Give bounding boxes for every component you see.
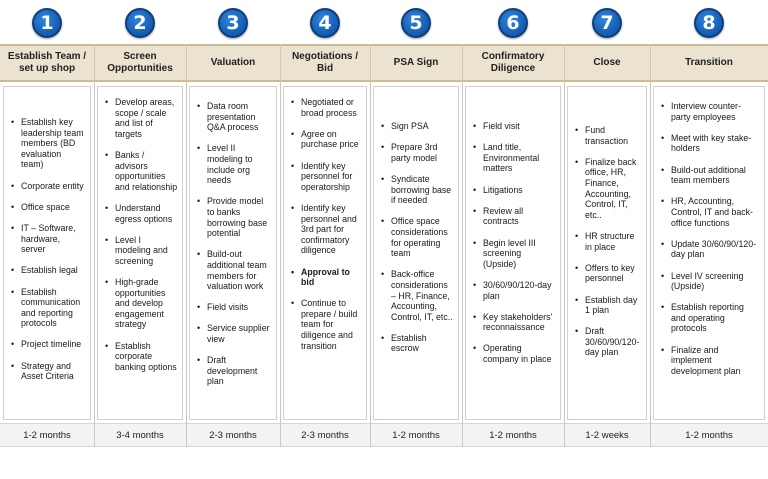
- phase-tasks-box: [283, 86, 367, 420]
- task-list: [194, 101, 272, 387]
- column-divider: [94, 44, 95, 447]
- task-item: • IT – Software, hardware, server: [8, 223, 86, 255]
- phase-column: [0, 0, 94, 479]
- task-item: • Banks / advisors opportunities and relationship: [102, 150, 178, 192]
- task-item: • Service supplier view: [194, 323, 272, 344]
- task-list: [470, 121, 556, 365]
- task-item: • Provide model to banks borrowing base potential: [194, 196, 272, 238]
- phase-tasks-box: [97, 86, 183, 420]
- task-item: • HR, Accounting, Control, IT and back-office functions: [658, 196, 760, 228]
- phase-number-badge: 2: [125, 8, 155, 38]
- phase-column: [650, 0, 768, 479]
- task-item: • Establish escrow: [378, 333, 454, 354]
- phase-number-badge: 6: [498, 8, 528, 38]
- task-item: • Key stakeholders' reconnaissance: [470, 312, 556, 333]
- phase-column: [564, 0, 650, 479]
- phase-title: Confirmatory Diligence: [462, 44, 564, 82]
- task-list: [572, 125, 642, 358]
- phase-duration: 1-2 months: [0, 423, 94, 447]
- task-item: • Project timeline: [8, 339, 86, 350]
- task-item: • Build-out additional team members for valuation work: [194, 249, 272, 291]
- task-list: [378, 121, 454, 354]
- phase-badge-wrap: [462, 8, 564, 38]
- column-divider: [564, 44, 565, 447]
- task-item: • Identify key personnel and 3rd part for confirmatory diligence: [288, 203, 362, 256]
- task-item: • Establish day 1 plan: [572, 295, 642, 316]
- task-item: • Establish corporate banking options: [102, 341, 178, 373]
- phase-title: Negotiations / Bid: [280, 44, 370, 82]
- column-divider: [280, 44, 281, 447]
- phase-badge-wrap: [280, 8, 370, 38]
- task-item: • Draft 30/60/90/120-day plan: [572, 326, 642, 358]
- phase-badge-wrap: [370, 8, 462, 38]
- phase-tasks-box: [653, 86, 765, 420]
- phase-tasks-box: [3, 86, 91, 420]
- phase-title: Screen Opportunities: [94, 44, 186, 82]
- task-item: • Negotiated or broad process: [288, 97, 362, 118]
- phase-column: [94, 0, 186, 479]
- task-list: [102, 97, 178, 372]
- phase-number-badge: 5: [401, 8, 431, 38]
- phase-duration: 1-2 months: [462, 423, 564, 447]
- task-item: • Prepare 3rd party model: [378, 142, 454, 163]
- column-divider: [650, 44, 651, 447]
- task-item: • Identify key personnel for operatorship: [288, 161, 362, 193]
- phase-badge-wrap: [564, 8, 650, 38]
- task-item: • Back-office considerations – HR, Finance, Accounting, Control, IT, etc..: [378, 269, 454, 322]
- phase-duration: 3-4 months: [94, 423, 186, 447]
- column-divider: [462, 44, 463, 447]
- column-divider: [186, 44, 187, 447]
- task-list: [288, 97, 362, 351]
- task-item: • Office space considerations for operating team: [378, 216, 454, 258]
- task-item: • Offers to key personnel: [572, 263, 642, 284]
- task-item: • Develop areas, scope / scale and list of targets: [102, 97, 178, 139]
- phase-title: Transition: [650, 44, 768, 82]
- phase-title: Establish Team / set up shop: [0, 44, 94, 82]
- phase-badge-wrap: [94, 8, 186, 38]
- phase-column: [280, 0, 370, 479]
- phase-title: Valuation: [186, 44, 280, 82]
- column-divider: [370, 44, 371, 447]
- task-item: • Continue to prepare / build team for diligence and transition: [288, 298, 362, 351]
- task-item: • Meet with key stake-holders: [658, 133, 760, 154]
- phase-number-badge: 7: [592, 8, 622, 38]
- phase-title: Close: [564, 44, 650, 82]
- task-item: • Begin level III screening (Upside): [470, 238, 556, 270]
- task-item: • Field visit: [470, 121, 556, 132]
- phase-number-badge: 3: [218, 8, 248, 38]
- phase-tasks-box: [373, 86, 459, 420]
- phase-column: [370, 0, 462, 479]
- phase-tasks-box: [567, 86, 647, 420]
- phase-title: PSA Sign: [370, 44, 462, 82]
- task-item: • Level I modeling and screening: [102, 235, 178, 267]
- task-item: • Field visits: [194, 302, 272, 313]
- task-item: • Agree on purchase price: [288, 129, 362, 150]
- phase-number-badge: 1: [32, 8, 62, 38]
- task-item: • Syndicate borrowing base if needed: [378, 174, 454, 206]
- task-item: • Interview counter-party employees: [658, 101, 760, 122]
- task-item: • Update 30/60/90/120-day plan: [658, 239, 760, 260]
- phase-tasks-box: [465, 86, 561, 420]
- task-item: • Litigations: [470, 185, 556, 196]
- task-item: • Corporate entity: [8, 181, 86, 192]
- task-list: [8, 117, 86, 382]
- task-item: • Establish key leadership team members (BD evaluation team): [8, 117, 86, 170]
- task-item: • Fund transaction: [572, 125, 642, 146]
- task-item: • Level II modeling to include org needs: [194, 143, 272, 185]
- phase-duration: 1-2 months: [650, 423, 768, 447]
- phase-column: [462, 0, 564, 479]
- task-item: • Data room presentation Q&A process: [194, 101, 272, 133]
- task-item: • Understand egress options: [102, 203, 178, 224]
- task-list: [658, 101, 760, 376]
- task-item: • Land title, Environmental matters: [470, 142, 556, 174]
- task-item: • High-grade opportunities and develop engagement strategy: [102, 277, 178, 330]
- task-item: • Establish communication and reporting protocols: [8, 287, 86, 329]
- phase-column: [186, 0, 280, 479]
- task-item: • Draft development plan: [194, 355, 272, 387]
- task-item: • Review all contracts: [470, 206, 556, 227]
- task-item: • Establish legal: [8, 265, 86, 276]
- task-item: • 30/60/90/120-day plan: [470, 280, 556, 301]
- phase-duration: 1-2 weeks: [564, 423, 650, 447]
- phase-badge-wrap: [0, 8, 94, 38]
- phase-number-badge: 4: [310, 8, 340, 38]
- task-item: • Operating company in place: [470, 343, 556, 364]
- task-item: • Sign PSA: [378, 121, 454, 132]
- task-item: • HR structure in place: [572, 231, 642, 252]
- phase-duration: 2-3 months: [280, 423, 370, 447]
- phase-duration: 2-3 months: [186, 423, 280, 447]
- task-item: • Build-out additional team members: [658, 165, 760, 186]
- phase-duration: 1-2 months: [370, 423, 462, 447]
- task-item: • Finalize and implement development plan: [658, 345, 760, 377]
- task-item: • Strategy and Asset Criteria: [8, 361, 86, 382]
- phase-badge-wrap: [650, 8, 768, 38]
- task-item: • Level IV screening (Upside): [658, 271, 760, 292]
- phase-tasks-box: [189, 86, 277, 420]
- phase-number-badge: 8: [694, 8, 724, 38]
- phase-badge-wrap: [186, 8, 280, 38]
- task-item: • Establish reporting and operating protocols: [658, 302, 760, 334]
- task-item: • Office space: [8, 202, 86, 213]
- task-item: • Finalize back office, HR, Finance, Accounting, Control, IT, etc..: [572, 157, 642, 221]
- task-item: • Approval to bid: [288, 267, 362, 288]
